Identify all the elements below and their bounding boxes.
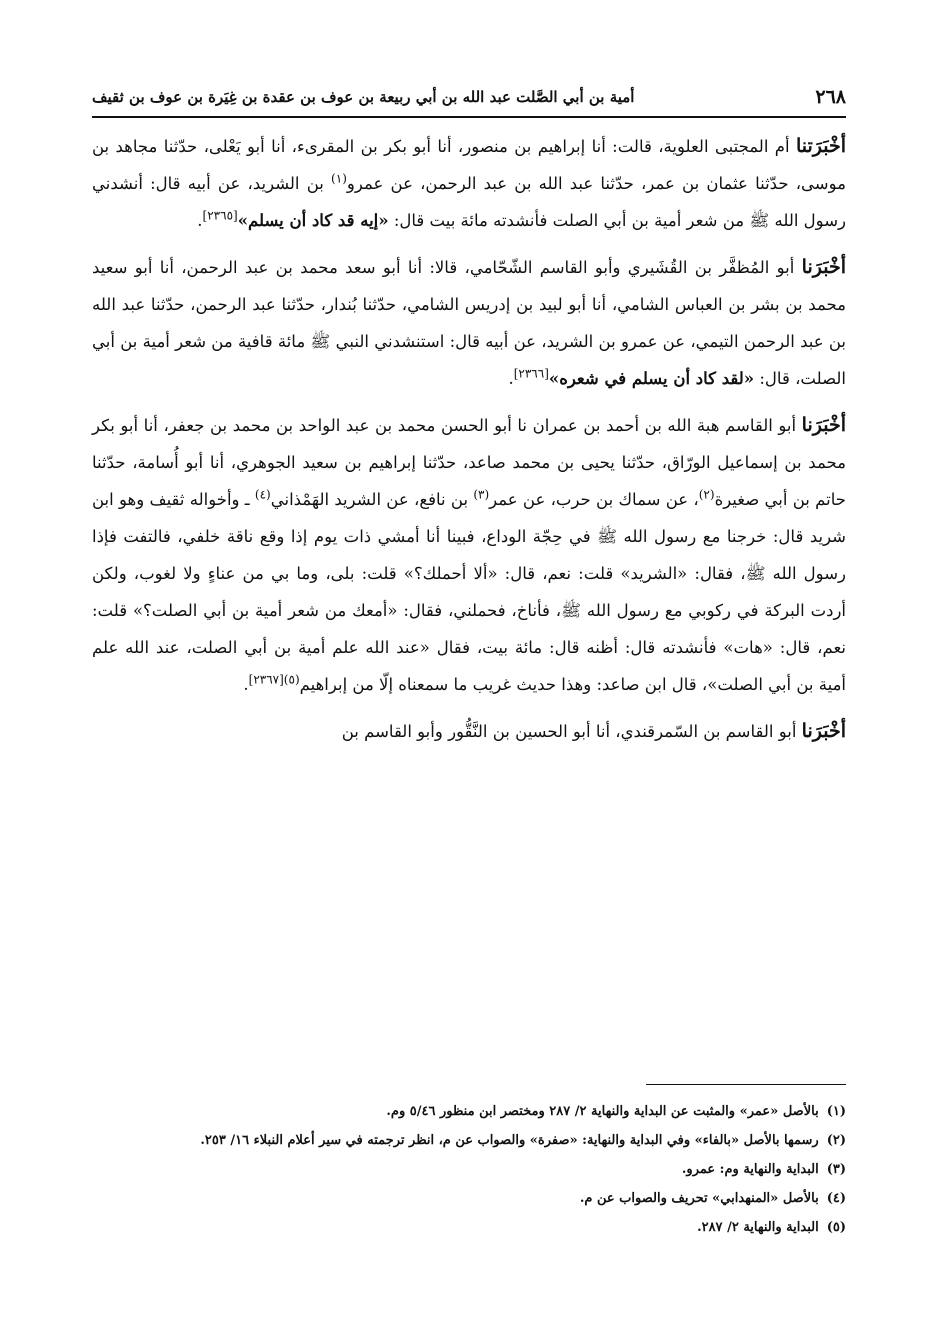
- footnote-text: البداية والنهاية ٢/ ٢٨٧.: [697, 1220, 819, 1235]
- hadith-quote: «إيه قد كاد أن يسلم»: [237, 211, 389, 230]
- paragraph-text: أبو القاسم هبة الله بن أحمد بن عمران نا أبو الحسن محمد بن عبد الواحد بن محمد بن جعفر، أنا أبو بكر محمد بن إسماعيل الورّاق، حدّثنا يحيى بن محمد صاعد، حدّثنا إبراهيم بن سعيد الجوهري، أنا أبو أُسامة، حدّثنا حاتم بن أبي صغيرة: [92, 416, 846, 509]
- paragraph-text: بن نافع، عن الشريد الهَمْذاني: [270, 490, 474, 509]
- paragraph-text: ، عن سماك بن حرب، عن عمر: [489, 490, 699, 509]
- footnote-item: [92, 1185, 846, 1212]
- paragraph-text: أبو المُظفَّر بن القُشَيري وأبو القاسم الشّحّامي، قالا: أنا أبو سعد محمد بن عبد الرحمن، أنا أبو سعيد محمد بن بشر بن العباس الشامي، أنا أبو لبيد بن إدريس الشامي، حدّثنا بُندار، حدّثنا عبد الرحمن، حدّثنا عبد الله بن عبد الرحمن التيمي، عن عمرو بن الشريد، عن أبيه قال: استنشدني النبي ﷺ مائة قافية من شعر أمية بن أبي الصلت، قال:: [92, 258, 846, 388]
- footnote-item: [92, 1127, 846, 1154]
- running-title: أمية بن أبي الصَّلت عبد الله بن أبي ربيعة بن عوف بن عقدة بن غِيَرة بن عوف بن ثقيف: [92, 88, 635, 106]
- hadith-number: [٢٣٦٧]: [248, 672, 284, 687]
- main-text: [92, 128, 846, 760]
- footnote-ref: (٤): [254, 487, 271, 502]
- footnote-number: (١): [826, 1104, 846, 1119]
- paragraph-end: .: [508, 369, 514, 388]
- footnote-text: بالأصل «عمر» والمثبت عن البداية والنهاية ٢/ ٢٨٧ ومختصر ابن منظور ٥/٤٦ وم.: [386, 1104, 819, 1119]
- footnote-text: رسمها بالأصل «بالفاء» وفي البداية والنهاية: «صفرة» والصواب عن م، انظر ترجمته في سير أعلام النبلاء ١٦/ ٢٥٣.: [200, 1133, 819, 1148]
- paragraph-text: أبو القاسم بن السّمرقندي، أنا أبو الحسين بن النَّقُّور وأبو القاسم بن: [341, 722, 802, 741]
- paragraph-1: [92, 128, 846, 239]
- footnote-number: (٢): [826, 1133, 846, 1148]
- paragraph-end: .: [243, 675, 249, 694]
- footnote-number: (٣): [826, 1162, 846, 1177]
- paragraph-text: بن الشريد، عن أبيه قال: أنشدني رسول الله ﷺ من شعر أمية بن أبي الصلت فأنشدته مائة بيت قال:: [92, 174, 846, 230]
- paragraph-lead: أخْبَرَتنا: [795, 135, 846, 157]
- paragraph-end: .: [197, 211, 203, 230]
- footnote-ref: (١): [331, 171, 347, 186]
- footnote-number: (٤): [826, 1191, 846, 1206]
- footnote-item: [92, 1214, 846, 1241]
- footnotes: [92, 1098, 846, 1243]
- paragraph-2: [92, 249, 846, 397]
- footnote-item: [92, 1098, 846, 1125]
- footnote-item: [92, 1156, 846, 1183]
- footnote-text: بالأصل «المنهدابي» تحريف والصواب عن م.: [579, 1191, 819, 1206]
- header-rule: [92, 116, 846, 118]
- footnote-rule: [646, 1084, 846, 1085]
- paragraph-text: أم المجتبى العلوية، قالت: أنا إبراهيم بن منصور، أنا أبو بكر بن المقرىء، أنا أبو يَعْلى، حدّثنا مجاهد بن موسى، حدّثنا عثمان بن عمر، حدّثنا عبد الله بن عبد الرحمن، عن عمرو: [92, 137, 846, 193]
- paragraph-text: ـ وأخواله ثقيف وهو ابن شريد قال: خرجنا مع رسول الله ﷺ في حِجّة الوداع، فبينا أنا أمشي ذات يوم إذا وقع ناقة خلفي، فالتفت فإذا رسول الله ﷺ، فقال: «الشريد» قلت: نعم، قال: «ألا أحملك؟» قلت: بلى، وما بي من عناءٍ ولا لغوب، ولكن أردت البركة في ركوبي مع رسول الله ﷺ، فأناخ، فحملني، فقال: «أمعك من شعر أمية بن أبي الصلت؟» قلت: نعم، قال: «هات» فأنشدته قال: أظنه قال: مائة بيت، فقال «عند الله علم أمية بن أبي الصلت، عند الله علم أمية بن أبي الصلت»، قال ابن صاعد: وهذا حديث غريب ما سمعناه إلّا من إبراهيم: [92, 490, 846, 694]
- footnote-number: (٥): [826, 1220, 846, 1235]
- paragraph-lead: أخْبَرَنا: [801, 256, 846, 278]
- footnote-ref: (٣): [473, 487, 490, 502]
- paragraph-3: [92, 407, 846, 703]
- hadith-number: [٢٣٦٦]: [513, 366, 549, 381]
- hadith-quote: «لقد كاد أن يسلم في شعره»: [548, 369, 755, 388]
- footnote-ref: (٢): [698, 487, 715, 502]
- page-header: [92, 80, 846, 114]
- footnote-text: البداية والنهاية وم: عمرو.: [681, 1162, 819, 1177]
- paragraph-4: [92, 713, 846, 750]
- hadith-number: [٢٣٦٥]: [202, 208, 238, 223]
- footnote-ref: (٥): [283, 672, 300, 687]
- page-number: ٢٦٨: [815, 86, 846, 108]
- paragraph-lead: أخْبَرَنا: [801, 414, 846, 436]
- paragraph-lead: أخْبَرَنا: [801, 720, 846, 742]
